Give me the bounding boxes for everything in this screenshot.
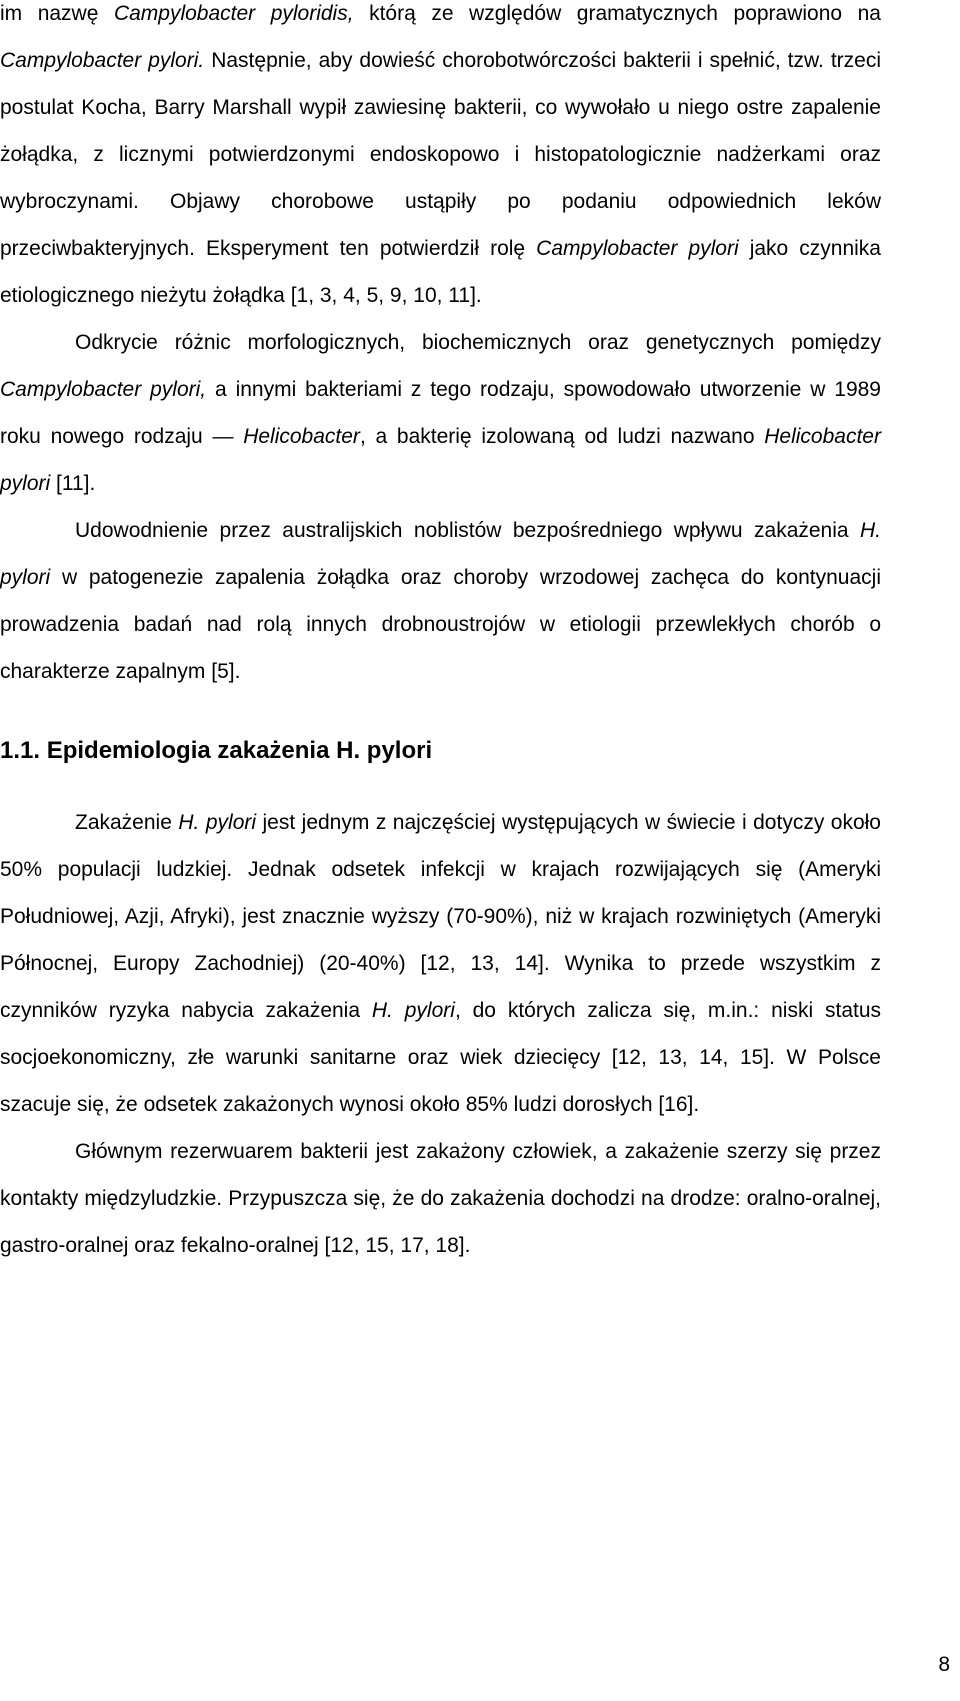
italic-term: H. pylori	[371, 999, 455, 1022]
text-run: Głównym rezerwuarem bakterii jest zakażony człowiek, a zakażenie szerzy się przez kontakty międzyludzkie. Przypuszcza się, że do zakażenia dochodzi na drodze: oralno-oralnej, gastro-oralnej oraz fekalno-oralnej [12, 15, 17, 18].	[0, 1140, 881, 1257]
text-run: [11].	[50, 472, 96, 495]
italic-term: Helicobacter pylori	[0, 425, 881, 495]
text-run: jest jednym z najczęściej występujących w świecie i dotyczy około 50% populacji ludzkiej. Jednak odsetek infekcji w krajach rozwijających się (Ameryki Południowej, Azji, Afryki), jest znacznie wyższy (70-90%), niż w krajach rozwiniętych (Ameryki Północnej, Europy Zachodniej) (20-40%) [12, 13, 14]. Wynika to przede wszystkim z czynników ryzyka nabycia zakażenia	[0, 811, 881, 1022]
italic-term: Helicobacter	[243, 425, 360, 448]
paragraph-history-continued	[0, 0, 881, 319]
text-run: Następnie, aby dowieść chorobotwórczości bakterii i spełnić, tzw. trzeci postulat Kocha, Barry Marshall wypił zawiesinę bakterii, co wywołało u niego ostre zapalenie żołądka, z licznymi potwierdzonymi endoskopowo i histopatologicznie nadżerkami oraz wybroczynami. Objawy chorobowe ustąpiły po podaniu odpowiednich leków przeciwbakteryjnych. Eksperyment ten potwierdził rolę	[0, 49, 881, 260]
text-run: Zakażenie	[75, 811, 179, 834]
text-run: którą ze względów gramatycznych poprawiono na	[353, 2, 881, 25]
italic-term: Campylobacter pylori.	[0, 49, 205, 72]
section-heading: 1.1. Epidemiologia zakażenia H. pylori	[0, 737, 433, 764]
text-run: im nazwę	[0, 2, 114, 25]
paragraph-transmission	[0, 1128, 881, 1269]
italic-term: Campylobacter pyloridis,	[113, 2, 354, 25]
paragraph-epidemiology	[0, 799, 881, 1128]
italic-term: Campylobacter pylori	[536, 237, 739, 260]
text-run: a innymi bakteriami z tego rodzaju, spowodowało utworzenie w 1989 roku nowego rodzaju —	[0, 378, 881, 448]
text-run: , do których zalicza się, m.in.: niski status socjoekonomiczny, złe warunki sanitarne oraz wiek dziecięcy [12, 13, 14, 15]. W Polsce szacuje się, że odsetek zakażonych wynosi około 85% ludzi dorosłych [16].	[0, 999, 882, 1116]
italic-term: H. pylori	[0, 519, 881, 589]
text-run: Odkrycie różnic morfologicznych, biochemicznych oraz genetycznych pomiędzy	[75, 331, 881, 354]
paragraph-helicobacter-genus	[0, 319, 881, 507]
text-run: , a bakterię izolowaną od ludzi nazwano	[359, 425, 765, 448]
italic-term: H. pylori	[178, 811, 257, 834]
text-run: Udowodnienie przez australijskich noblistów bezpośredniego wpływu zakażenia	[75, 519, 860, 542]
paragraph-nobel-laureates	[0, 507, 881, 695]
text-run: w patogenezie zapalenia żołądka oraz choroby wrzodowej zachęca do kontynuacji prowadzenia badań nad rolą innych drobnoustrojów w etiologii przewlekłych chorób o charakterze zapalnym [5].	[0, 566, 881, 683]
text-run: jako czynnika etiologicznego nieżytu żołądka [1, 3, 4, 5, 9, 10, 11].	[0, 237, 881, 307]
italic-term: Campylobacter pylori,	[0, 378, 207, 401]
page-number: 8	[938, 1653, 950, 1676]
